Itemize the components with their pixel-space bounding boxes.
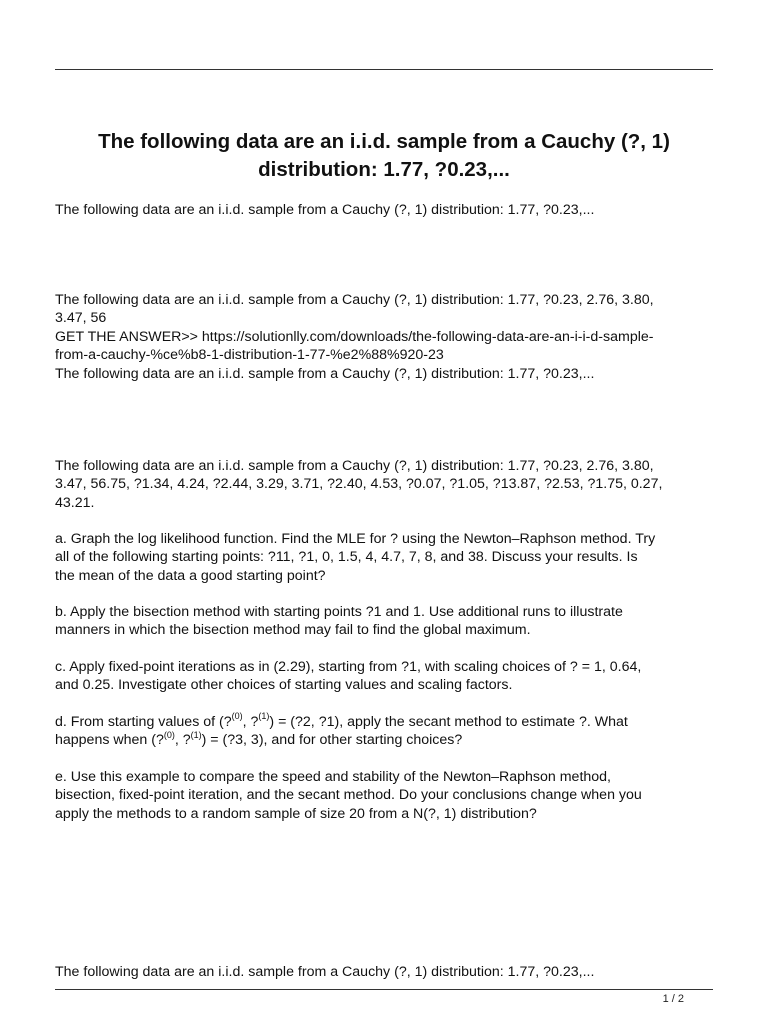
page-title xyxy=(40,128,728,184)
question-e-line-1: e. Use this example to compare the speed and stability of the Newton–Raphson method, xyxy=(55,769,612,785)
question-a-line-3: the mean of the data a good starting point? xyxy=(55,567,326,584)
intro-paragraph: The following data are an i.i.d. sample from a Cauchy (?, 1) distribution: 1.77, ?0.23,... xyxy=(55,202,595,218)
full-data-line-1: The following data are an i.i.d. sample from a Cauchy (?, 1) distribution: 1.77, ?0.23, 2.76, 3.80, xyxy=(55,458,654,474)
question-a xyxy=(55,530,720,585)
full-data-line-2: 3.47, 56.75, ?1.34, 4.24, ?2.44, 3.29, 3.71, ?2.40, 4.53, ?0.07, ?1.05, ?13.87, ?2.53, ?1.75, 0.27, xyxy=(55,476,663,493)
question-d-text: ) = (?2, ?1), apply the secant method to estimate ?. What xyxy=(269,714,628,730)
question-e-line-2: bisection, fixed-point iteration, and the secant method. Do your conclusions change when you xyxy=(55,787,642,804)
question-d-text: ) = (?3, 3), and for other starting choices? xyxy=(201,732,463,749)
footer-text: The following data are an i.i.d. sample from a Cauchy (?, 1) distribution: 1.77, ?0.23,... xyxy=(55,964,595,980)
question-b xyxy=(55,603,720,640)
answer-link-line-2[interactable]: from-a-cauchy-%ce%b8-1-distribution-1-77-%e2%88%920-23 xyxy=(55,347,444,364)
data-line-2: 3.47, 56 xyxy=(55,310,107,327)
answer-link[interactable] xyxy=(55,329,653,363)
top-divider xyxy=(55,69,713,70)
question-d-text: , ? xyxy=(174,732,191,749)
question-a-line-1: a. Graph the log likelihood function. Find the MLE for ? using the Newton–Raphson method. Try xyxy=(55,531,656,547)
title-line-2: distribution: 1.77, ?0.23,... xyxy=(258,158,510,181)
full-data-line-3: 43.21. xyxy=(55,494,95,511)
title-line-1: The following data are an i.i.d. sample from a Cauchy (?, 1) xyxy=(98,130,670,153)
question-e xyxy=(55,768,720,823)
superscript: (1) xyxy=(190,729,202,740)
superscript: (0) xyxy=(231,711,243,722)
question-b-line-2: manners in which the bisection method may fail to find the global maximum. xyxy=(55,622,531,639)
bottom-divider xyxy=(55,989,713,990)
page-number: 1 / 2 xyxy=(662,993,684,1005)
answer-link-line-1[interactable]: GET THE ANSWER>> https://solutionlly.com/downloads/the-following-data-are-an-i-i-d-sample- xyxy=(55,328,654,345)
question-c xyxy=(55,658,720,695)
data-summary-line: The following data are an i.i.d. sample from a Cauchy (?, 1) distribution: 1.77, ?0.23,... xyxy=(55,365,595,382)
question-b-line-1: b. Apply the bisection method with starting points ?1 and 1. Use additional runs to illustrate xyxy=(55,604,623,620)
question-c-line-2: and 0.25. Investigate other choices of starting values and scaling factors. xyxy=(55,677,513,694)
data-block-short xyxy=(55,291,720,383)
question-d xyxy=(55,713,720,750)
superscript: (1) xyxy=(258,711,270,722)
data-block-full xyxy=(55,457,720,512)
data-line-1: The following data are an i.i.d. sample from a Cauchy (?, 1) distribution: 1.77, ?0.23, 2.76, 3.80, xyxy=(55,292,654,308)
question-c-line-1: c. Apply fixed-point iterations as in (2.29), starting from ?1, with scaling choices of ? = 1, 0.64, xyxy=(55,659,642,675)
question-d-text: happens when (? xyxy=(55,732,164,749)
question-d-text: d. From starting values of (? xyxy=(55,714,232,730)
question-a-line-2: all of the following starting points: ?11, ?1, 0, 1.5, 4, 4.7, 7, 8, and 38. Discuss your results. Is xyxy=(55,549,638,566)
question-e-line-3: apply the methods to a random sample of size 20 from a N(?, 1) distribution? xyxy=(55,805,537,822)
question-d-text: , ? xyxy=(242,714,259,730)
superscript: (0) xyxy=(163,729,175,740)
